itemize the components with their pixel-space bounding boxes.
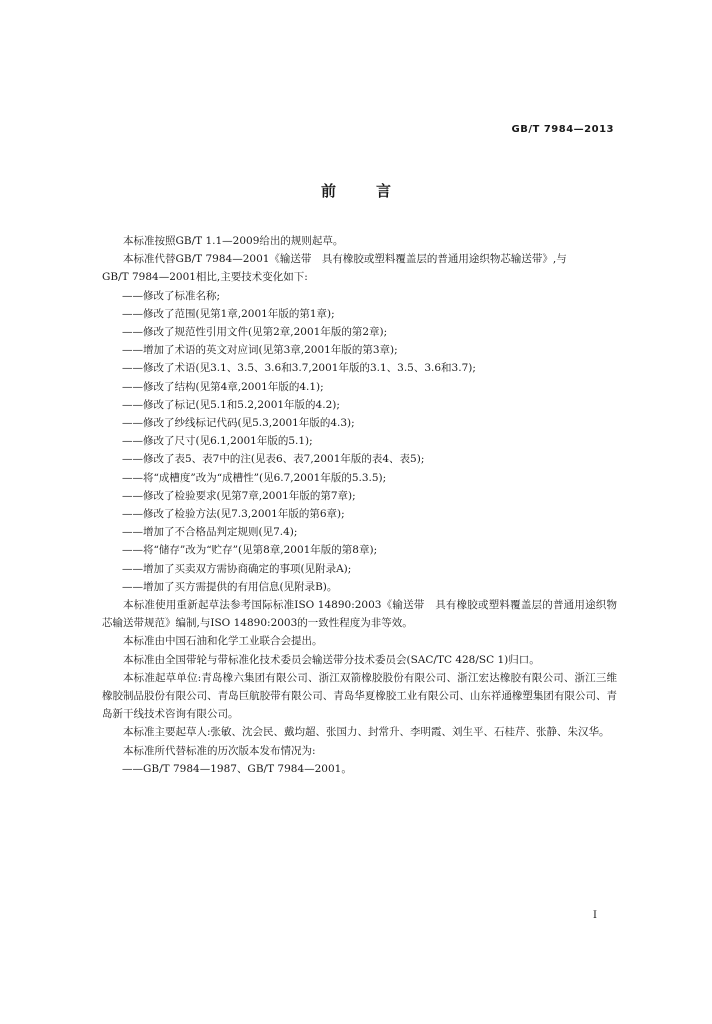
- standard-code: GB/T 7984—2013: [511, 124, 614, 135]
- page-title: 前言: [320, 182, 431, 200]
- list-item: ——修改了规范性引用文件(见第2章,2001年版的第2章);: [122, 326, 388, 339]
- list-item: ——将“成槽度”改为“成槽性”(见6.7,2001年版的5.3.5);: [122, 471, 387, 484]
- list-item: ——修改了检验要求(见第7章,2001年版的第7章);: [122, 489, 356, 502]
- list-item: ——增加了买方需提供的有用信息(见附录B)。: [122, 580, 338, 593]
- paragraph: 本标准起草单位:青岛橡六集团有限公司、浙江双箭橡胶股份有限公司、浙江宏达橡胶有限公司、浙江三维橡胶制品股份有限公司、青岛巨航胶带有限公司、青岛华夏橡胶工业有限公司、山东祥通橡塑集团有限公司、青岛新干线技术咨询有限公司。: [102, 671, 617, 721]
- list-item: ——修改了术语(见3.1、3.5、3.6和3.7,2001年版的3.1、3.5、3.6和3.7);: [122, 362, 476, 375]
- document-body: [102, 232, 617, 778]
- list-item: ——修改了纱线标记代码(见5.3,2001年版的4.3);: [122, 417, 355, 430]
- paragraph: 本标准由中国石油和化学工业联合会提出。: [123, 635, 323, 648]
- list-item: ——增加了术语的英文对应词(见第3章,2001年版的第3章);: [122, 344, 398, 357]
- list-item: ——增加了不合格品判定规则(见7.4);: [122, 526, 298, 539]
- list-item: ——增加了买卖双方需协商确定的事项(见附录A);: [122, 562, 352, 575]
- paragraph: 本标准所代替标准的历次版本发布情况为:: [123, 744, 316, 757]
- paragraph: 本标准按照GB/T 1.1—2009给出的规则起草。: [123, 235, 344, 247]
- list-item: ——修改了标记(见5.1和5.2,2001年版的4.2);: [122, 398, 340, 411]
- paragraph: 本标准由全国带轮与带标准化技术委员会输送带分技术委员会(SAC/TC 428/SC 1)归口。: [123, 653, 540, 666]
- paragraph: 本标准主要起草人:张敏、沈会民、戴均超、张国力、封常升、李明霞、刘生平、石桂芹、张静、朱汉华。: [123, 726, 610, 739]
- list-item: ——修改了范围(见第1章,2001年版的第1章);: [122, 307, 335, 320]
- list-item: ——GB/T 7984—1987、GB/T 7984—2001。: [122, 762, 352, 775]
- list-item: ——修改了标准名称;: [122, 289, 221, 302]
- paragraph: 本标准代替GB/T 7984—2001《输送带 具有橡胶或塑料覆盖层的普通用途织物芯输送带》,与: [123, 253, 567, 266]
- list-item: ——修改了结构(见第4章,2001年版的4.1);: [122, 380, 324, 393]
- paragraph: 本标准使用重新起草法参考国际标准ISO 14890:2003《输送带 具有橡胶或塑料覆盖层的普通用途织物芯输送带规范》编制,与ISO 14890:2003的一致性程度为非等效。: [102, 599, 617, 630]
- paragraph: GB/T 7984—2001相比,主要技术变化如下:: [102, 271, 308, 284]
- list-item: ——修改了检验方法(见7.3,2001年版的第6章);: [122, 508, 345, 521]
- list-item: ——修改了表5、表7中的注(见表6、表7,2001年版的表4、表5);: [122, 453, 425, 466]
- page-number: I: [593, 910, 597, 921]
- list-item: ——修改了尺寸(见6.1,2001年版的5.1);: [122, 435, 313, 448]
- list-item: ——将“储存”改为“贮存”(见第8章,2001年版的第8章);: [122, 544, 378, 557]
